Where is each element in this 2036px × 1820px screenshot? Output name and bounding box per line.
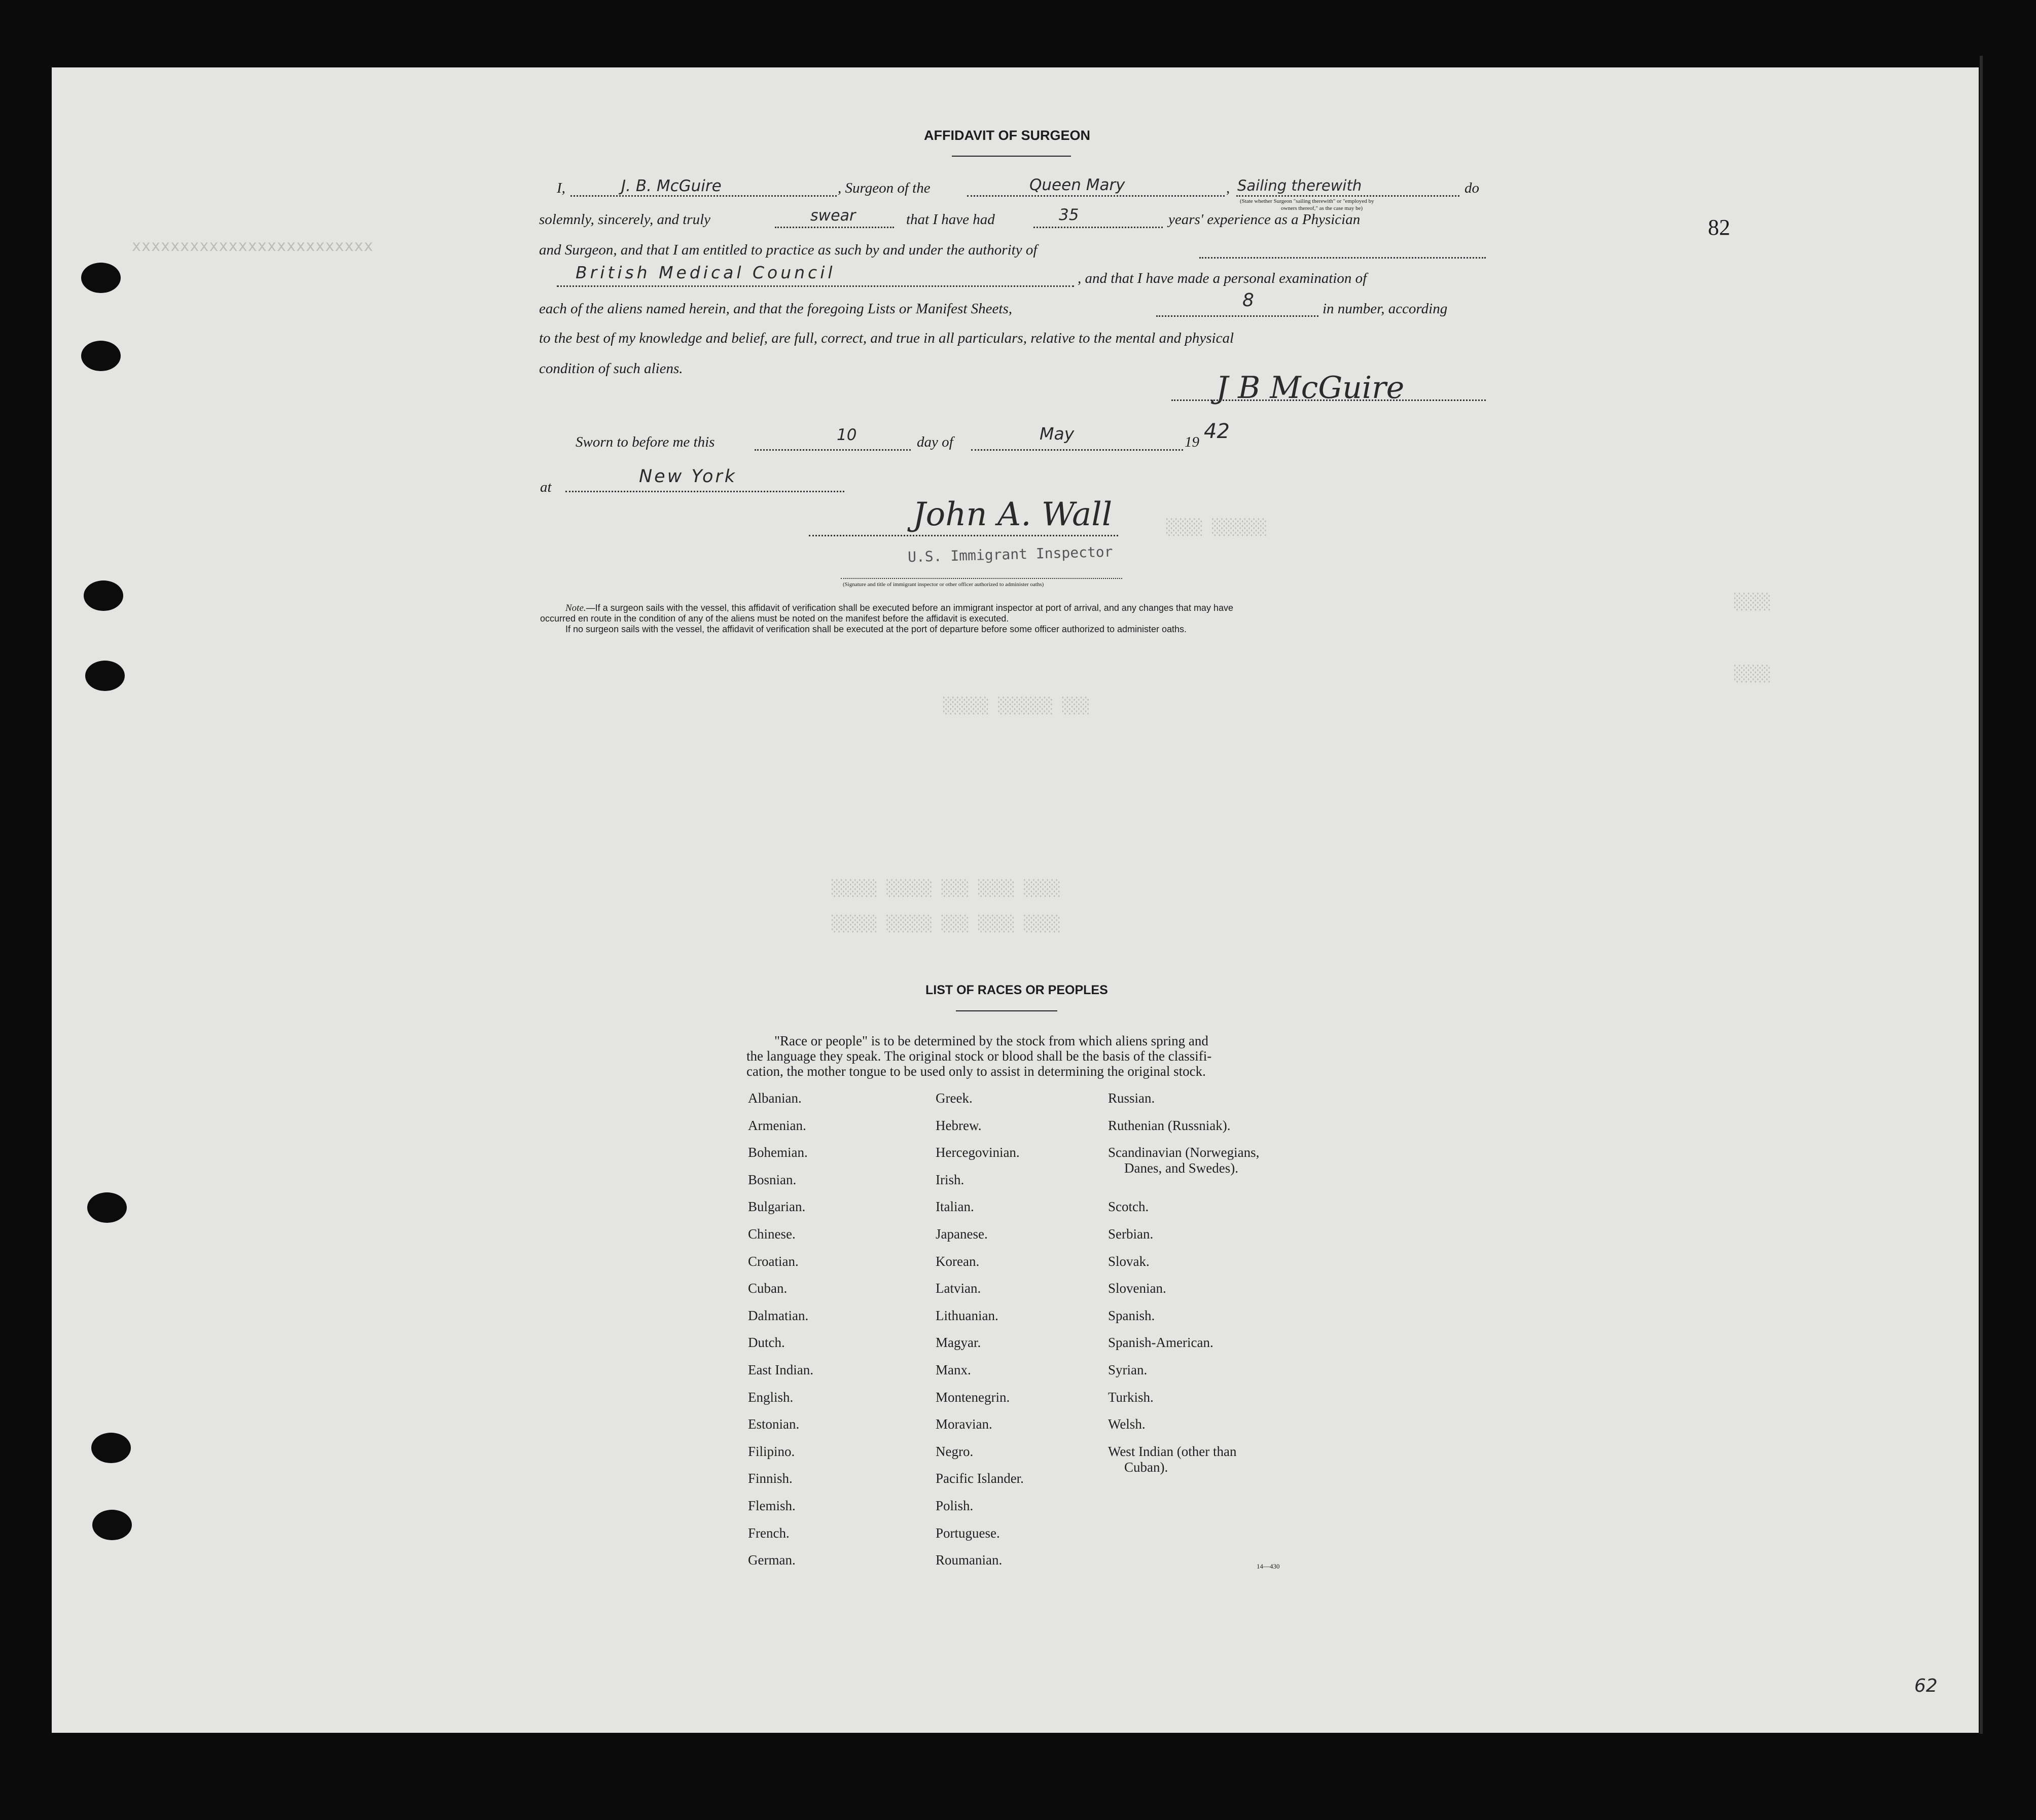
race-item-line1: Slovak. bbox=[1108, 1253, 1150, 1269]
race-item: Finnish. bbox=[748, 1471, 793, 1486]
race-item: Croatian. bbox=[748, 1253, 799, 1269]
race-item: Estonian. bbox=[748, 1416, 800, 1432]
sworn-prefix: Sworn to before me this bbox=[576, 434, 715, 450]
sheet-count-line bbox=[1156, 315, 1318, 317]
surgeon-signature-line bbox=[1171, 399, 1486, 401]
race-item: Hercegovinian. bbox=[936, 1145, 1020, 1160]
race-item: Bosnian. bbox=[748, 1172, 797, 1187]
race-item: Manx. bbox=[936, 1362, 971, 1377]
race-item bbox=[1108, 1416, 1146, 1432]
race-item bbox=[1108, 1118, 1230, 1134]
race-item: English. bbox=[748, 1389, 794, 1405]
race-item: Albanian. bbox=[748, 1090, 802, 1106]
bleed-through: ░░░░ bbox=[1734, 593, 1771, 611]
oath-word: swear bbox=[810, 207, 856, 225]
race-item: Korean. bbox=[936, 1253, 980, 1269]
race-item-line1: Spanish. bbox=[1108, 1307, 1155, 1323]
surgeon-name-line bbox=[570, 195, 837, 197]
races-intro-1: "Race or people" is to be determined by the stock from which aliens spring and bbox=[774, 1033, 1208, 1048]
bleed-through: ░░░░ ░░░░░░ bbox=[1166, 519, 1267, 536]
page-edge bbox=[1980, 56, 1983, 1734]
ship-name-line bbox=[967, 195, 1225, 197]
race-item bbox=[1108, 1281, 1166, 1296]
note-line1 bbox=[565, 603, 1233, 614]
line3: and Surgeon, and that I am entitled to practice as such by and under the authority of bbox=[539, 242, 1038, 258]
race-item-line1: Scotch. bbox=[1108, 1199, 1149, 1215]
ship-name: Queen Mary bbox=[1029, 176, 1125, 194]
inspector-title: U.S. Immigrant Inspector bbox=[907, 543, 1113, 566]
race-item-line1: Slovenian. bbox=[1108, 1281, 1166, 1296]
race-item bbox=[1108, 1145, 1259, 1176]
race-item bbox=[1108, 1226, 1153, 1242]
race-item: Chinese. bbox=[748, 1226, 796, 1242]
binder-hole bbox=[84, 580, 123, 611]
line6: to the best of my knowledge and belief, are full, correct, and true in all particulars, relative to the mental and physical bbox=[539, 330, 1234, 346]
sworn-day-line bbox=[755, 449, 911, 451]
races-intro-2: the language they speak. The original stock or blood shall be the basis of the classifi- bbox=[746, 1048, 1212, 1064]
note-line2: occurred en route in the condition of any of the aliens must be noted on the manifest before the affidavit is executed. bbox=[540, 613, 1009, 624]
race-item: East Indian. bbox=[748, 1362, 813, 1377]
sworn-month-line bbox=[971, 449, 1183, 451]
race-item: Roumanian. bbox=[936, 1552, 1003, 1568]
at-label: at bbox=[540, 479, 552, 495]
races-title: LIST OF RACES OR PEOPLES bbox=[925, 983, 1108, 997]
line1-end: do bbox=[1465, 180, 1479, 196]
race-item bbox=[1108, 1444, 1237, 1475]
race-item: Magyar. bbox=[936, 1335, 981, 1351]
authority-line bbox=[557, 285, 1074, 287]
line5-prefix: each of the aliens named herein, and that the foregoing Lists or Manifest Sheets, bbox=[539, 301, 1012, 317]
race-item: German. bbox=[748, 1552, 796, 1568]
year-suffix: 42 bbox=[1204, 420, 1230, 443]
race-item: Greek. bbox=[936, 1090, 973, 1106]
race-item bbox=[1108, 1254, 1150, 1269]
race-item bbox=[1108, 1335, 1213, 1351]
race-item: Bohemian. bbox=[748, 1145, 808, 1160]
binder-hole bbox=[85, 661, 125, 691]
race-item: Lithuanian. bbox=[936, 1307, 998, 1323]
race-item: Montenegrin. bbox=[936, 1389, 1010, 1405]
status-instruction-2: owners thereof," as the case may be) bbox=[1281, 205, 1363, 211]
race-item-line2: Cuban). bbox=[1124, 1459, 1168, 1475]
race-item bbox=[1108, 1362, 1147, 1378]
inspector-signature-line bbox=[809, 535, 1118, 536]
authority-line-tail bbox=[1199, 257, 1486, 259]
race-item bbox=[1108, 1090, 1155, 1106]
sworn-day: 10 bbox=[837, 426, 857, 444]
race-item-line1: Serbian. bbox=[1108, 1226, 1154, 1242]
line1-prefix: I, bbox=[557, 180, 565, 196]
bleed-through: ░░░░ bbox=[1734, 665, 1771, 683]
surgeon-signature: J B McGuire bbox=[1216, 370, 1405, 406]
status-instruction-1: (State whether Surgeon "sailing therewith" or "employed by bbox=[1240, 198, 1374, 204]
binder-hole bbox=[81, 341, 121, 371]
race-item-line1: Turkish. bbox=[1108, 1389, 1154, 1405]
surgeon-status-line bbox=[1236, 195, 1459, 197]
page-number: 82 bbox=[1708, 215, 1730, 240]
races-intro-3: cation, the mother tongue to be used only to assist in determining the original stock. bbox=[746, 1064, 1206, 1079]
line1-mid: , Surgeon of the bbox=[838, 180, 931, 196]
place-line bbox=[565, 491, 844, 492]
race-item-line1: Russian. bbox=[1108, 1090, 1155, 1106]
binder-hole bbox=[87, 1192, 127, 1223]
inspector-signature: John A. Wall bbox=[913, 496, 1113, 533]
title-rule bbox=[952, 156, 1071, 157]
race-item: Latvian. bbox=[936, 1281, 981, 1296]
race-item-line1: Syrian. bbox=[1108, 1362, 1148, 1377]
line1-comma: , bbox=[1226, 180, 1230, 196]
race-item: Japanese. bbox=[936, 1226, 988, 1242]
years: 35 bbox=[1059, 206, 1079, 224]
form-number: 14—430 bbox=[1257, 1562, 1280, 1570]
race-item bbox=[1108, 1308, 1155, 1324]
race-item: French. bbox=[748, 1525, 790, 1541]
binder-hole bbox=[81, 263, 121, 293]
race-item: Bulgarian. bbox=[748, 1199, 806, 1215]
day-of: day of bbox=[917, 434, 953, 450]
corner-mark: 62 bbox=[1914, 1676, 1938, 1696]
race-item-line1: West Indian (other than bbox=[1108, 1443, 1237, 1459]
surgeon-status: Sailing therewith bbox=[1237, 177, 1362, 194]
note-line3: If no surgeon sails with the vessel, the affidavit of verification shall be executed at the port of departure before some officer authorized to administer oaths. bbox=[565, 624, 1187, 634]
race-item: Armenian. bbox=[748, 1117, 806, 1133]
race-item bbox=[1108, 1390, 1154, 1405]
race-item: Moravian. bbox=[936, 1416, 992, 1432]
race-item: Flemish. bbox=[748, 1498, 796, 1513]
line2-mid: that I have had bbox=[906, 211, 995, 228]
race-item: Italian. bbox=[936, 1199, 974, 1215]
bleed-through: ░░░░░ ░░░░░░ ░░░ bbox=[943, 697, 1090, 715]
race-item: Dalmatian. bbox=[748, 1307, 809, 1323]
race-item: Portuguese. bbox=[936, 1525, 1000, 1541]
affidavit-title: AFFIDAVIT OF SURGEON bbox=[924, 128, 1090, 143]
authority: British Medical Council bbox=[576, 263, 836, 282]
race-item-line1: Ruthenian (Russniak). bbox=[1108, 1117, 1231, 1133]
line7: condition of such aliens. bbox=[539, 360, 683, 377]
surgeon-name: J. B. McGuire bbox=[621, 177, 722, 195]
sheet-count: 8 bbox=[1242, 290, 1254, 311]
place: New York bbox=[639, 466, 737, 487]
note-line1-text: —If a surgeon sails with the vessel, this affidavit of verification shall be executed before an immigrant inspector at port of arrival, and any changes that may have bbox=[586, 603, 1233, 613]
line4-end: , and that I have made a personal examination of bbox=[1078, 270, 1367, 286]
race-item: Filipino. bbox=[748, 1443, 795, 1459]
bleed-through: ░░░░░ ░░░░░ ░░░ ░░░░ ░░░░ bbox=[832, 915, 1061, 933]
race-item: Irish. bbox=[936, 1172, 965, 1187]
sworn-month: May bbox=[1040, 424, 1075, 444]
race-item bbox=[1108, 1199, 1149, 1215]
races-title-rule bbox=[956, 1010, 1057, 1011]
inspector-title-line bbox=[841, 578, 1122, 579]
race-item-line1: Spanish-American. bbox=[1108, 1335, 1213, 1351]
race-item: Hebrew. bbox=[936, 1117, 982, 1133]
race-item-line1: Welsh. bbox=[1108, 1416, 1146, 1432]
year-prefix: 19 bbox=[1185, 434, 1199, 450]
years-line bbox=[1033, 227, 1163, 228]
oath-line bbox=[775, 227, 894, 228]
line2-end: years' experience as a Physician bbox=[1168, 211, 1361, 228]
line5-end: in number, according bbox=[1323, 301, 1448, 317]
binder-hole bbox=[92, 1510, 132, 1540]
race-item: Polish. bbox=[936, 1498, 974, 1513]
race-item: Dutch. bbox=[748, 1335, 785, 1351]
race-item-line1: Scandinavian (Norwegians, bbox=[1108, 1145, 1260, 1160]
bleed-through: xxxxxxxxxxxxxxxxxxxxxxxxx bbox=[132, 237, 374, 255]
race-item: Pacific Islander. bbox=[936, 1471, 1024, 1486]
bleed-through: ░░░░░ ░░░░░ ░░░ ░░░░ ░░░░ bbox=[832, 880, 1061, 897]
race-item: Cuban. bbox=[748, 1281, 788, 1296]
binder-hole bbox=[91, 1433, 131, 1463]
signature-caption: (Signature and title of immigrant inspector or other officer authorized to administer oaths) bbox=[843, 581, 1044, 588]
race-item-line2: Danes, and Swedes). bbox=[1124, 1160, 1238, 1176]
line2-prefix: solemnly, sincerely, and truly bbox=[539, 211, 711, 228]
race-item: Negro. bbox=[936, 1443, 974, 1459]
note-label: Note. bbox=[565, 603, 586, 613]
